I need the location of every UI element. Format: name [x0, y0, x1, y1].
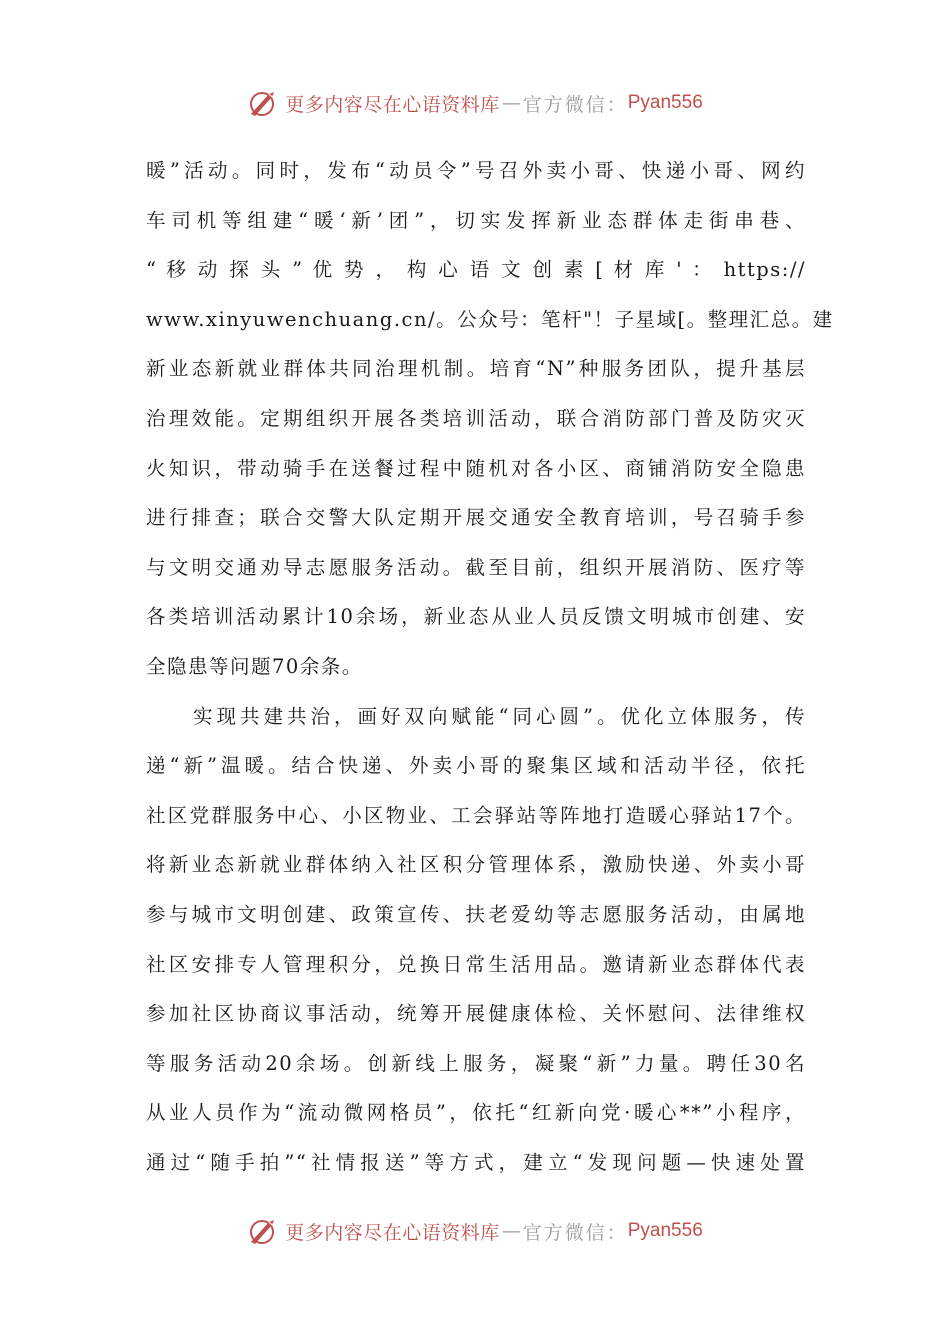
text-line: 递“新”温暖。结合快递、外卖小哥的聚集区域和活动半径，依托	[146, 754, 806, 778]
text-line: 从业人员作为“流动微网格员”，依托“红新向党·暖心**”小程序，	[146, 1101, 806, 1125]
footer-watermark	[0, 1211, 950, 1251]
text-line: 新业态新就业群体共同治理机制。培育“N”种服务团队，提升基层	[146, 357, 806, 381]
document-body	[146, 146, 834, 1187]
text-line: 实现共建共治，画好双向赋能“同心圆”。优化立体服务，传	[146, 704, 806, 728]
text-line: 进行排查；联合交警大队定期开展交通安全教育培训，号召骑手参	[146, 506, 806, 530]
text-line: 各类培训活动累计10余场，新业态从业人员反馈文明城市创建、安	[146, 605, 806, 629]
header-watermark	[0, 83, 950, 123]
text-line: 等服务活动20余场。创新线上服务，凝聚“新”力量。聘任30名	[146, 1051, 806, 1075]
watermark-dash: —	[501, 1220, 521, 1242]
text-line: www.xinyuwenchuang.cn/。公众号：笔杆"！子星域[。整理汇总。建	[146, 307, 834, 331]
text-line: 参加社区协商议事活动，统筹开展健康体检、关怀慰问、法律维权	[146, 1002, 806, 1026]
text-line: 全隐患等问题70余条。	[146, 654, 363, 678]
watermark-brand: 更多内容尽在心语资料库	[285, 93, 500, 116]
watermark-wechat-id: Pyan556	[627, 92, 703, 113]
watermark-wechat-id: Pyan556	[627, 1220, 703, 1241]
text-line: 暖”活动。同时，发布“动员令”号召外卖小哥、快递小哥、网约	[146, 159, 806, 182]
text-line: 通过“随手拍”“社情报送”等方式，建立“发现问题—快速处置	[146, 1150, 806, 1174]
text-line: 将新业态新就业群体纳入社区积分管理体系，激励快递、外卖小哥	[146, 853, 806, 877]
watermark-label: 官方微信：	[522, 1221, 628, 1244]
text-line: 社区安排专人管理积分，兑换日常生活用品。邀请新业态群体代表	[146, 952, 806, 976]
text-line: 社区党群服务中心、小区物业、工会驿站等阵地打造暖心驿站17个。	[146, 803, 806, 827]
watermark-label: 官方微信：	[522, 93, 628, 116]
text-line: 治理效能。定期组织开展各类培训活动，联合消防部门普及防灾灭	[146, 406, 806, 430]
pen-nib-logo-icon	[247, 1216, 281, 1246]
text-line: 与文明交通劝导志愿服务活动。截至目前，组织开展消防、医疗等	[146, 555, 806, 579]
watermark-brand: 更多内容尽在心语资料库	[285, 1221, 500, 1244]
pen-nib-logo-icon	[247, 88, 281, 118]
text-line: 参与城市文明创建、政策宣传、扶老爱幼等志愿服务活动，由属地	[146, 902, 806, 926]
watermark-dash: —	[501, 92, 521, 114]
text-line: 火知识，带动骑手在送餐过程中随机对各小区、商铺消防安全隐患	[146, 456, 806, 480]
text-line: “ 移 动 探 头 ” 优 势 ， 构 心 语 文 创 素 [ 材 库 ' ： https://	[146, 258, 806, 282]
text-line: 车司机等组建“暖‘新’团”，切实发挥新业态群体走街串巷、	[146, 208, 806, 232]
